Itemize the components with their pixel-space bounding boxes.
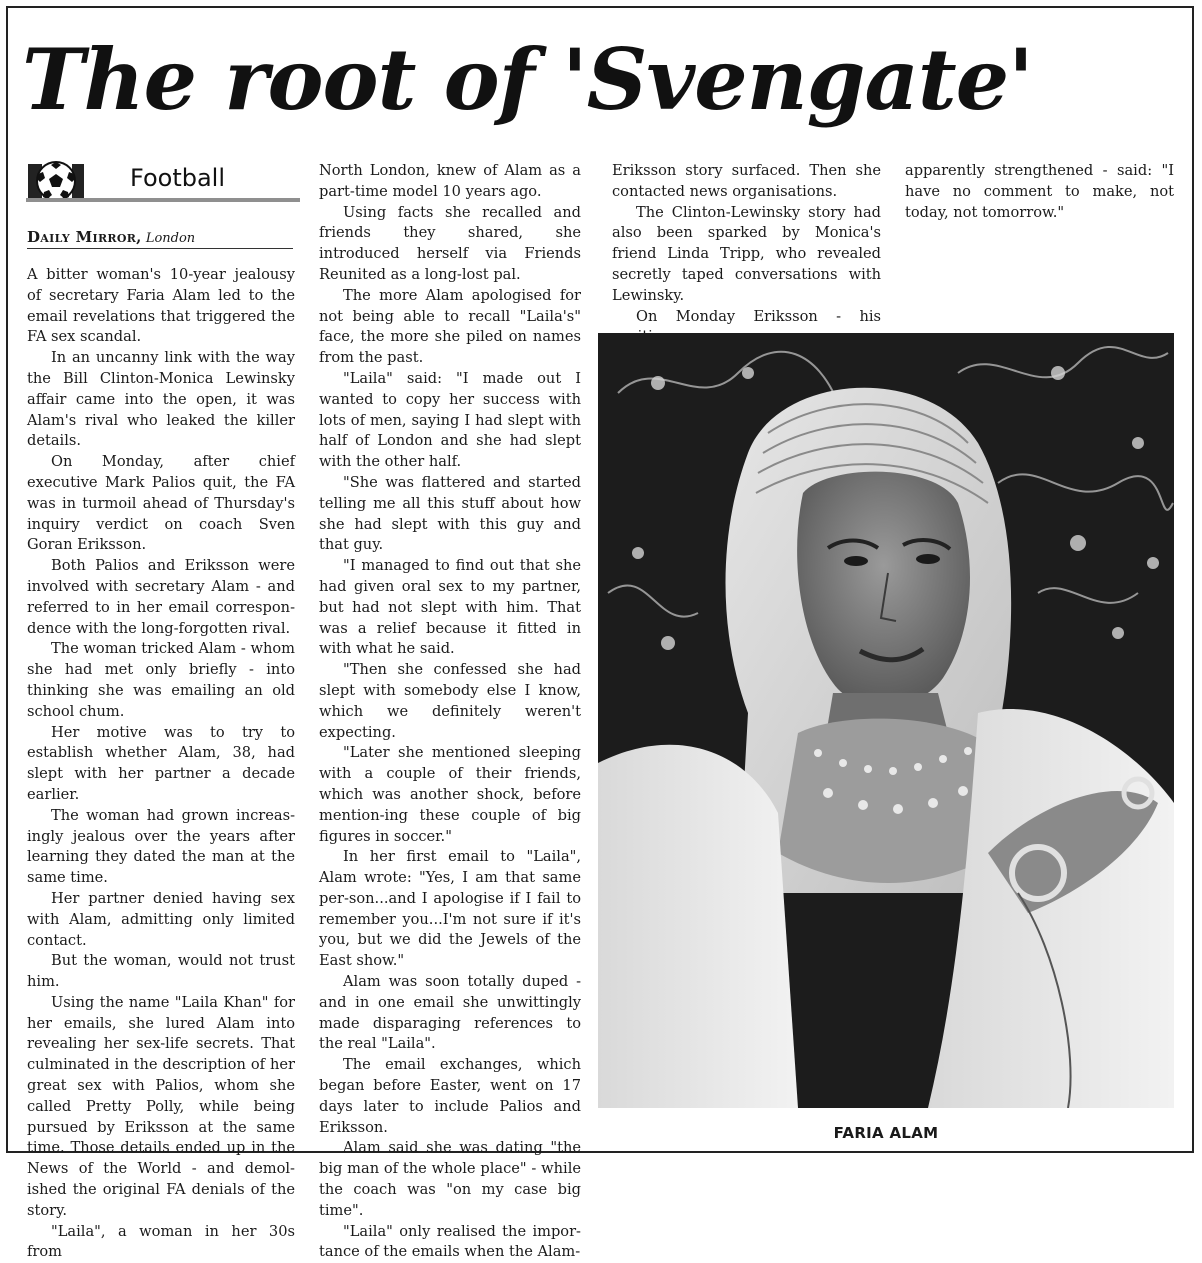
article-column-4 <box>905 161 1174 223</box>
paragraph: Eriksson story surfaced. Then she contacted news organisations. <box>612 162 881 200</box>
article-column-3 <box>612 161 881 348</box>
byline-paper: Daily Mirror, <box>27 228 142 246</box>
paragraph: "Laila" said: "I made out I wanted to copy her success with lots of men, saying I had slept with half of London and she had slept with the other half. <box>319 369 581 471</box>
paragraph: Her partner denied having sex with Alam, admitting only limited contact. <box>27 889 295 949</box>
photo-caption: FARIA ALAM <box>833 1124 939 1142</box>
portrait-photo <box>598 333 1174 1108</box>
paragraph: Using facts she recalled and friends they shared, she introduced herself via Friends Reunited as a long-lost pal. <box>319 203 581 283</box>
section-label: Football <box>130 164 226 192</box>
headline: The root of 'Svengate' <box>22 30 1033 129</box>
paragraph: On Monday Eriksson - his <box>636 307 881 325</box>
paragraph: A bitter woman's 10-year jealousy of secretary Faria Alam led to the email revelations that triggered the FA sex scandal. <box>27 266 295 346</box>
soccer-ball-icon <box>28 160 84 200</box>
paragraph: Using the name "Laila Khan" for her emails, she lured Alam into revealing her sex-life secrets. That culminated in the description of her great sex with Palios, whom she called Pretty Polly, while being pursued by Eriksson at the same time. Those details ended up in the News of the World - and demol-ished the original FA denials of the story. <box>27 993 295 1219</box>
paragraph: The more Alam apologised for not being able to recall "Laila's" face, the more she piled on names from the past. <box>319 286 581 367</box>
paragraph: But the woman, would not trust him. <box>27 952 295 991</box>
paragraph: The woman tricked Alam - whom she had met only briefly - into thinking she was emailing an old school chum. <box>27 640 295 720</box>
paragraph: Alam said she was dating "the big man of the whole place" - while the coach was "on my case big time". <box>319 1139 581 1219</box>
paragraph: The woman had grown increas-ingly jealous over the years after learning they dated the man at the same time. <box>27 806 295 887</box>
paragraph: Her motive was to try to establish whether Alam, 38, had slept with her partner a decade earlier. <box>27 723 295 803</box>
article-column-1 <box>27 265 295 1263</box>
byline-rule <box>27 248 293 249</box>
paragraph: Alam was soon totally duped - and in one email she unwittingly made disparaging references to the real "Laila". <box>319 973 581 1053</box>
paragraph: "Later she mentioned sleeping with a couple of their friends, which was another shock, before mention-ing these couple of big figures in soccer." <box>319 744 581 845</box>
byline <box>27 228 293 246</box>
paragraph: "Laila", a woman in her 30s from <box>27 1222 295 1261</box>
paragraph: On Monday, after chief executive Mark Palios quit, the FA was in turmoil ahead of Thursday's inquiry verdict on coach Sven Goran Eriksson. <box>27 453 295 554</box>
paragraph: Both Palios and Eriksson were involved with secretary Alam - and referred to in her email correspon-dence with the long-forgotten rival. <box>27 557 295 637</box>
paragraph: The Clinton-Lewinsky story had also been sparked by Monica's friend Linda Tripp, who revealed secretly taped conversations with Lewinsky. <box>612 203 881 304</box>
paragraph: "Laila" only realised the impor-tance of the emails when the Alam- <box>319 1222 581 1261</box>
paragraph: North London, knew of Alam as a part-time model 10 years ago. <box>319 162 581 200</box>
paragraph: "She was flattered and started telling me all this stuff about how she had slept with this guy and that guy. <box>319 473 581 554</box>
paragraph: "Then she confessed she had slept with somebody else I know, which we definitely weren't expecting. <box>319 661 581 741</box>
section-rule <box>26 198 300 202</box>
paragraph: apparently strengthened - said: "I have no comment to make, not today, not tomorrow." <box>905 162 1174 221</box>
paragraph: "I managed to find out that she had given oral sex to my partner, but had not slept with him. That was a relief because it fitted in with what he said. <box>319 557 581 658</box>
paragraph: The email exchanges, which began before Easter, went on 17 days later to include Palios and Eriksson. <box>319 1056 581 1136</box>
section-header <box>26 158 300 202</box>
paragraph: In her first email to "Laila", Alam wrote: "Yes, I am that same per-son...and I apologise if I fail to remember you...I'm not sure if it's you, but we did the Jewels of the East show." <box>319 848 581 970</box>
paragraph: In an uncanny link with the way the Bill Clinton-Monica Lewinsky affair came into the open, it was Alam's rival who leaked the killer details. <box>27 349 295 450</box>
article-column-2 <box>319 161 581 1263</box>
byline-city: London <box>145 231 196 246</box>
